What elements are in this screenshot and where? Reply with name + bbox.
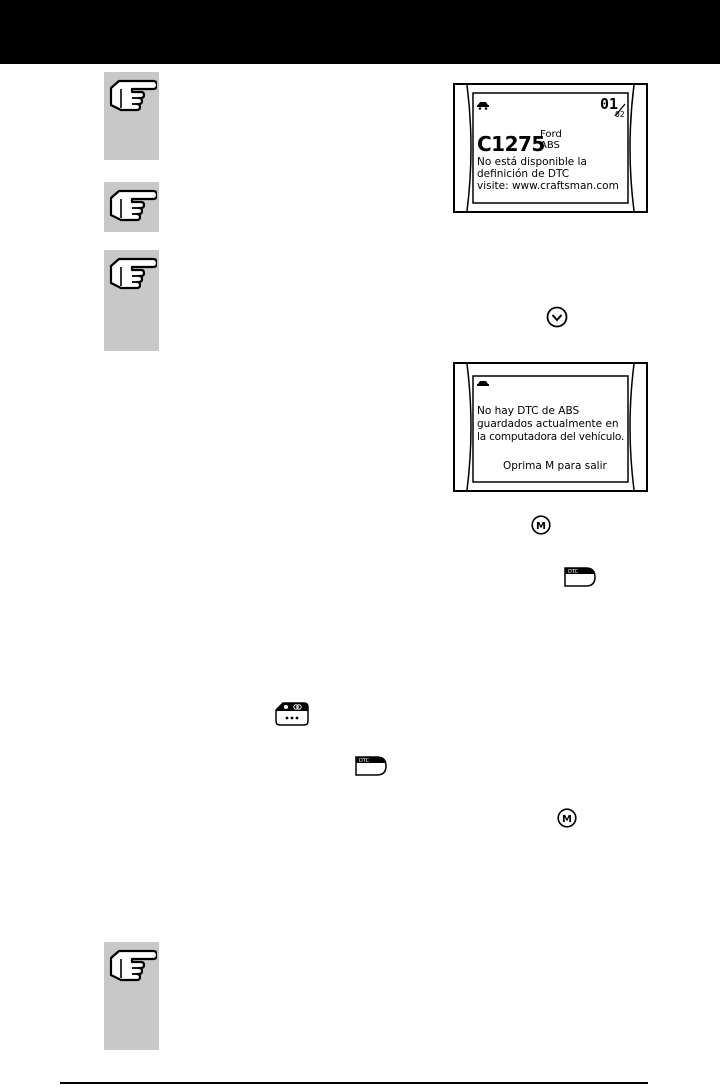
note-box [104, 942, 159, 1050]
scan-tool-display-no-dtc [453, 362, 648, 492]
message-line: la computadora del vehículo. [477, 431, 625, 443]
header-bar [0, 0, 720, 64]
dtc-code: C1275 [477, 132, 545, 156]
exit-prompt: Oprima M para salir [503, 460, 607, 472]
dtc-button-label: DTC [359, 758, 370, 764]
pointing-hand-icon [107, 185, 157, 225]
abs-srs-button-icon [275, 702, 309, 726]
message-line: guardados actualmente en [477, 418, 619, 430]
dtc-button-icon [564, 566, 596, 588]
m-button-label: M [562, 813, 572, 825]
note-box [104, 250, 159, 351]
dtc-total: 02 [615, 110, 625, 119]
footer-rule [60, 1082, 648, 1084]
message-line: No está disponible la [477, 156, 587, 168]
message-line: visite: www.craftsman.com [477, 180, 619, 192]
vehicle-icon [477, 100, 489, 110]
note-box [104, 72, 159, 160]
m-button-icon [531, 515, 551, 535]
dtc-button-label: DTC [568, 569, 579, 575]
display-screen [473, 93, 628, 203]
scan-tool-display-dtc [453, 83, 648, 213]
display-screen [473, 376, 628, 482]
note-box [104, 182, 159, 232]
vehicle-icon [477, 379, 489, 387]
pointing-hand-icon [107, 75, 157, 115]
m-button-icon [557, 808, 577, 828]
message-line: definición de DTC [477, 168, 570, 180]
dtc-button-icon [355, 755, 387, 777]
pointing-hand-icon [107, 945, 157, 985]
vehicle-make: Ford [540, 129, 562, 140]
down-arrow-button-icon [546, 306, 568, 328]
pointing-hand-icon [107, 253, 157, 293]
m-button-label: M [536, 520, 546, 532]
dtc-index: 01 [600, 95, 619, 113]
message-line: No hay DTC de ABS [477, 405, 580, 417]
system-name: ABS [540, 140, 560, 151]
